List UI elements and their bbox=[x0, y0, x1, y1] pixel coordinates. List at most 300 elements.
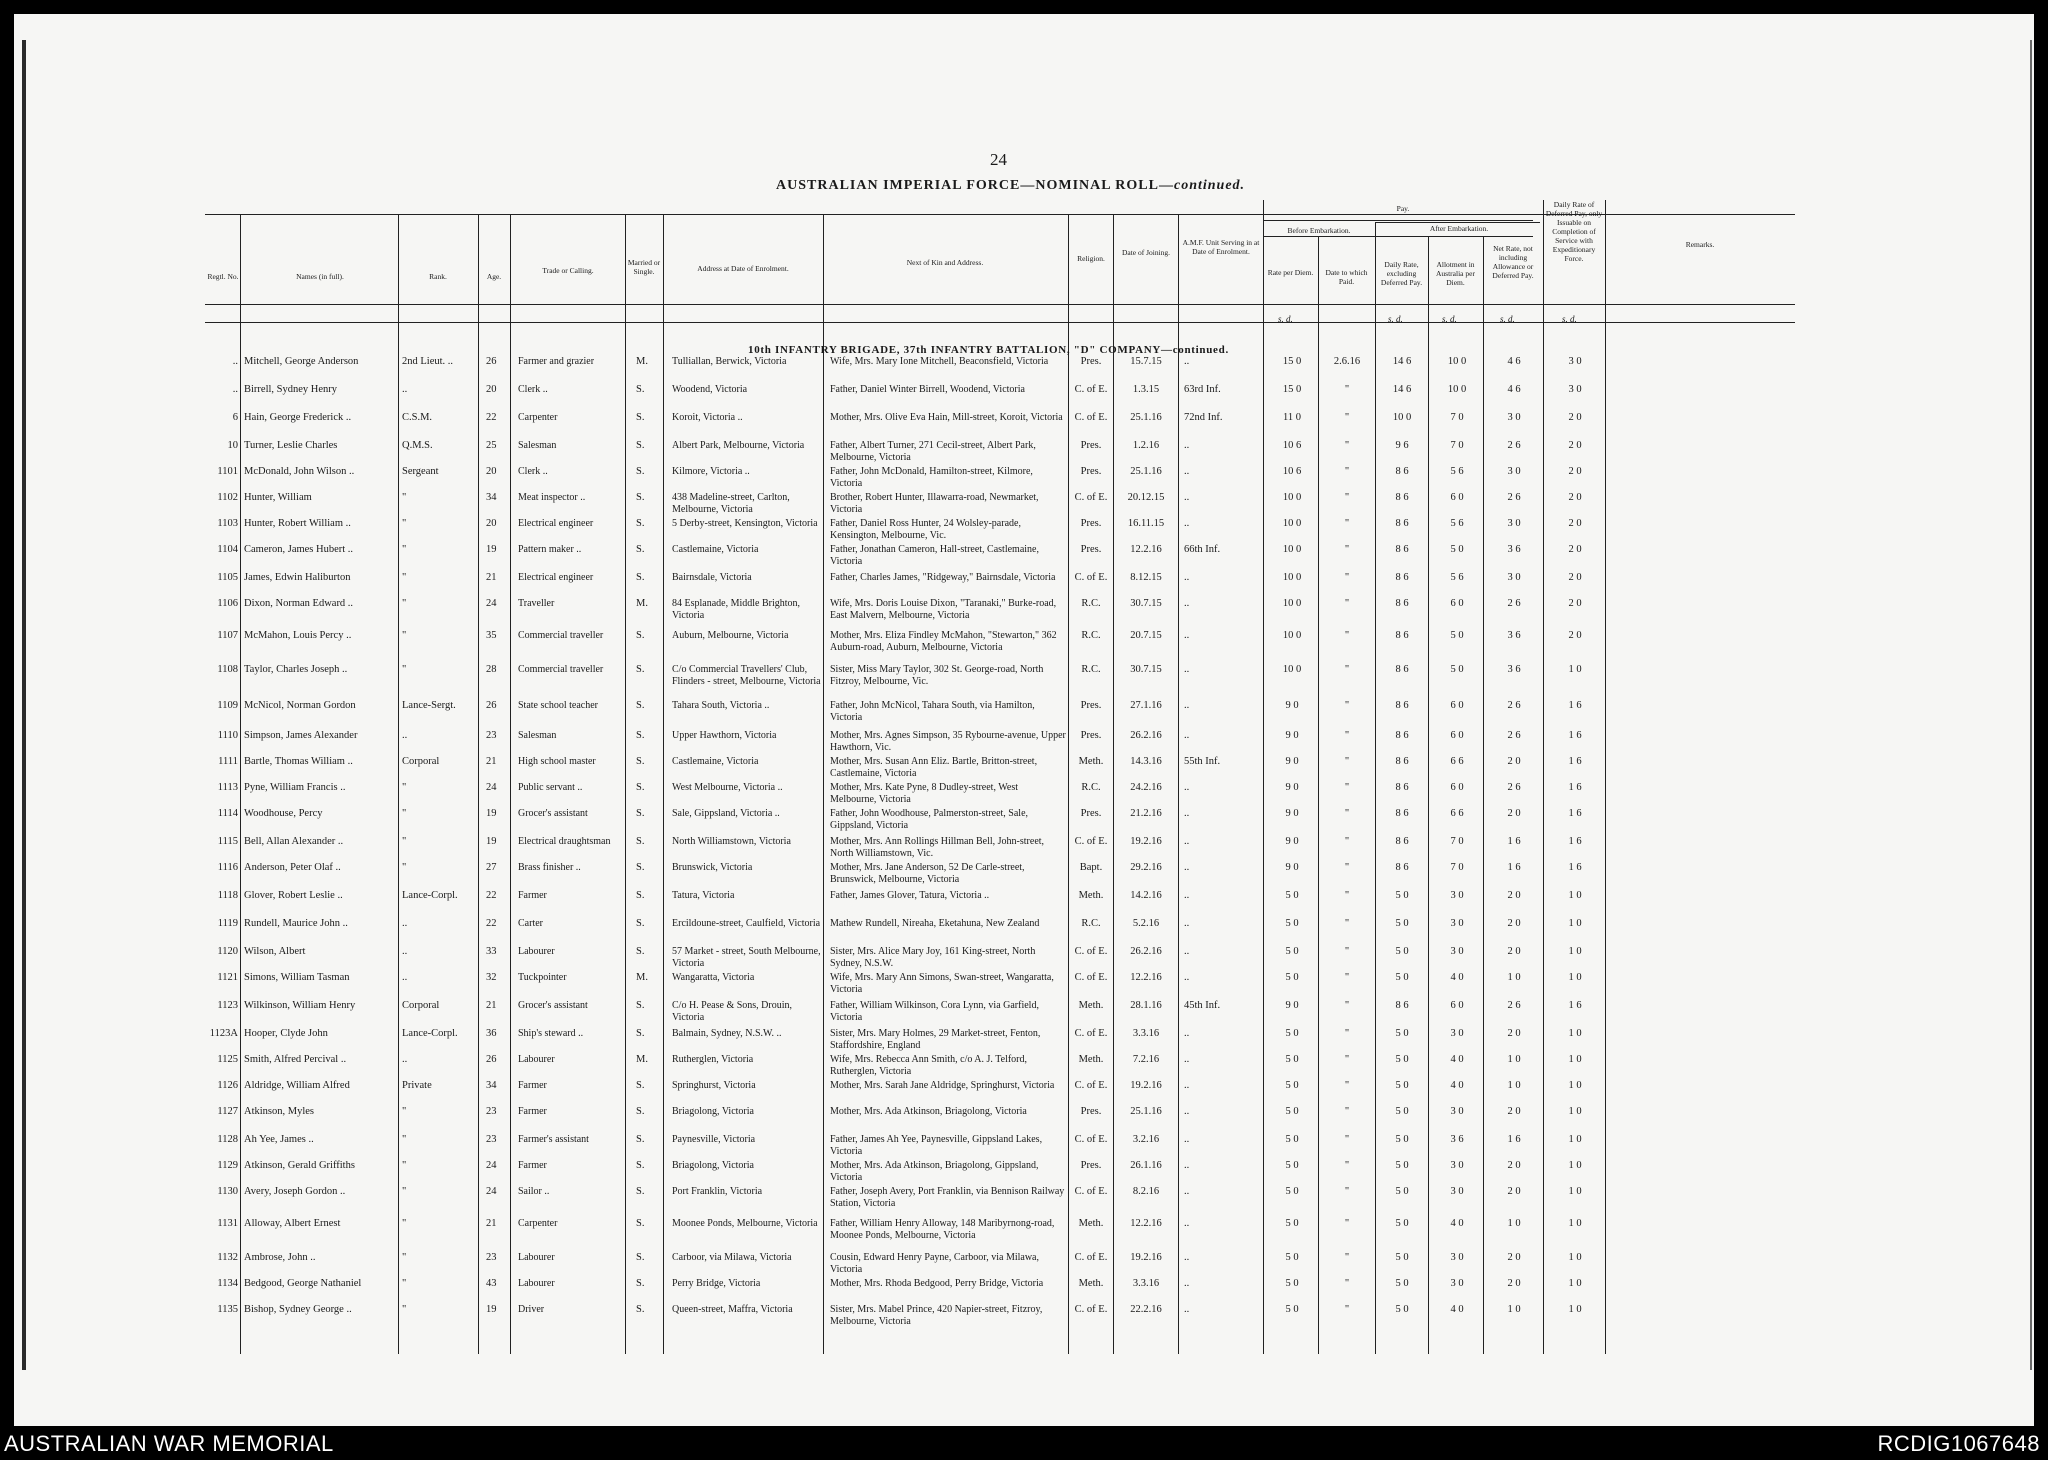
cell-address: Ercildoune-street, Caulfield, Victoria bbox=[672, 918, 821, 929]
cell-daily-rate: 8 6 bbox=[1395, 756, 1409, 767]
cell-net-rate: 2 6 bbox=[1507, 700, 1521, 711]
cell-next-of-kin: Cousin, Edward Henry Payne, Carboor, via Milawa, Victoria bbox=[830, 1252, 1039, 1275]
cell-rank: " bbox=[402, 1252, 407, 1263]
cell-allotment: 5 6 bbox=[1450, 518, 1464, 529]
cell-daily-rate: 5 0 bbox=[1395, 1218, 1409, 1229]
cell-allotment: 6 6 bbox=[1450, 808, 1464, 819]
unit-label: s. d. bbox=[1278, 314, 1293, 324]
cell-soldier-name: Avery, Joseph Gordon .. bbox=[244, 1186, 346, 1197]
cell-religion: Pres. bbox=[1080, 1160, 1102, 1171]
cell-daily-rate: 8 6 bbox=[1395, 1000, 1409, 1011]
cell-rank: " bbox=[402, 518, 407, 529]
cell-address: Perry Bridge, Victoria bbox=[672, 1278, 761, 1289]
cell-religion: R.C. bbox=[1081, 918, 1101, 929]
cell-regtl-no: 1116 bbox=[217, 862, 238, 873]
cell-date-paid: " bbox=[1344, 412, 1350, 423]
cell-rate-per-diem: 5 0 bbox=[1285, 1106, 1299, 1117]
cell-soldier-name: Ambrose, John .. bbox=[244, 1252, 316, 1263]
cell-next-of-kin: Mother, Mrs. Kate Pyne, 8 Dudley-street, West Melbourne, Victoria bbox=[830, 782, 1019, 805]
cell-rank: Corporal bbox=[402, 1000, 440, 1011]
cell-age: 23 bbox=[486, 730, 497, 741]
cell-deferred-rate: 2 0 bbox=[1568, 492, 1582, 503]
cell-rate-per-diem: 5 0 bbox=[1285, 1278, 1299, 1289]
cell-daily-rate: 9 6 bbox=[1395, 440, 1409, 451]
cell-rate-per-diem: 5 0 bbox=[1285, 946, 1299, 957]
header-bottom-rule bbox=[205, 304, 1795, 305]
cell-trade: Pattern maker .. bbox=[518, 544, 582, 555]
cell-date-paid: " bbox=[1344, 1186, 1350, 1197]
cell-soldier-name: Rundell, Maurice John .. bbox=[244, 918, 348, 929]
cell-rate-per-diem: 10 0 bbox=[1282, 492, 1302, 503]
cell-deferred-rate: 3 0 bbox=[1568, 356, 1582, 367]
cell-soldier-name: Turner, Leslie Charles bbox=[244, 440, 338, 451]
cell-age: 19 bbox=[486, 544, 497, 555]
cell-trade: Ship's steward .. bbox=[518, 1028, 584, 1039]
header-daily-rate: Daily Rate, excluding Deferred Pay. bbox=[1380, 260, 1423, 287]
cell-address: Briagolong, Victoria bbox=[672, 1160, 754, 1171]
cell-net-rate: 3 0 bbox=[1507, 466, 1521, 477]
cell-trade: Electrical draughtsman bbox=[518, 836, 611, 847]
cell-rate-per-diem: 5 0 bbox=[1285, 890, 1299, 901]
cell-address: Tahara South, Victoria .. bbox=[672, 700, 770, 711]
cell-trade: Traveller bbox=[518, 598, 555, 609]
cell-date-joining: 30.7.15 bbox=[1130, 598, 1162, 609]
cell-amf-unit: .. bbox=[1184, 862, 1190, 873]
cell-allotment: 4 0 bbox=[1450, 1054, 1464, 1065]
cell-amf-unit: .. bbox=[1184, 1134, 1190, 1145]
cell-allotment: 5 0 bbox=[1450, 544, 1464, 555]
cell-address: 57 Market - street, South Melbourne, Victoria bbox=[672, 946, 821, 969]
cell-amf-unit: .. bbox=[1184, 664, 1190, 675]
cell-marital-status: S. bbox=[636, 836, 645, 847]
cell-next-of-kin: Father, Charles James, "Ridgeway," Bairnsdale, Victoria bbox=[830, 572, 1056, 583]
cell-date-joining: 26.1.16 bbox=[1130, 1160, 1162, 1171]
cell-rank: " bbox=[402, 630, 407, 641]
header-after-embarkation: After Embarkation. bbox=[1429, 224, 1489, 233]
cell-marital-status: S. bbox=[636, 1186, 645, 1197]
cell-religion: Pres. bbox=[1080, 808, 1102, 819]
cell-deferred-rate: 3 0 bbox=[1568, 384, 1582, 395]
footer-bar bbox=[0, 1428, 2048, 1460]
cell-daily-rate: 5 0 bbox=[1395, 1186, 1409, 1197]
cell-religion: Bapt. bbox=[1079, 862, 1103, 873]
cell-net-rate: 2 0 bbox=[1507, 1252, 1521, 1263]
cell-rank: " bbox=[402, 1106, 407, 1117]
cell-deferred-rate: 2 0 bbox=[1568, 544, 1582, 555]
cell-deferred-rate: 2 0 bbox=[1568, 598, 1582, 609]
cell-allotment: 6 6 bbox=[1450, 756, 1464, 767]
cell-date-paid: " bbox=[1344, 1134, 1350, 1145]
header-name: Names (in full). bbox=[296, 272, 344, 281]
cell-address: Rutherglen, Victoria bbox=[672, 1054, 754, 1065]
cell-amf-unit: .. bbox=[1184, 1160, 1190, 1171]
cell-date-paid: " bbox=[1344, 1000, 1350, 1011]
cell-next-of-kin: Father, William Wilkinson, Cora Lynn, via Garfield, Victoria bbox=[830, 1000, 1039, 1023]
cell-net-rate: 2 0 bbox=[1507, 890, 1521, 901]
cell-religion: R.C. bbox=[1081, 782, 1101, 793]
cell-rate-per-diem: 9 0 bbox=[1285, 862, 1299, 873]
cell-net-rate: 2 0 bbox=[1507, 1106, 1521, 1117]
cell-allotment: 10 0 bbox=[1447, 384, 1467, 395]
cell-trade: Carpenter bbox=[518, 412, 558, 423]
cell-trade: Grocer's assistant bbox=[518, 1000, 588, 1011]
cell-trade: Tuckpointer bbox=[518, 972, 567, 983]
col-divider bbox=[625, 214, 626, 1354]
cell-date-joining: 26.2.16 bbox=[1130, 730, 1162, 741]
cell-next-of-kin: Father, James Glover, Tatura, Victoria .. bbox=[830, 890, 990, 901]
cell-daily-rate: 5 0 bbox=[1395, 1054, 1409, 1065]
cell-regtl-no: 1105 bbox=[217, 572, 238, 583]
cell-address: Moonee Ponds, Melbourne, Victoria bbox=[672, 1218, 818, 1229]
cell-rate-per-diem: 9 0 bbox=[1285, 808, 1299, 819]
cell-age: 19 bbox=[486, 1304, 497, 1315]
cell-address: Auburn, Melbourne, Victoria bbox=[672, 630, 789, 641]
cell-net-rate: 4 6 bbox=[1507, 356, 1521, 367]
cell-marital-status: S. bbox=[636, 1080, 645, 1091]
cell-amf-unit: .. bbox=[1184, 1054, 1190, 1065]
cell-date-joining: 29.2.16 bbox=[1130, 862, 1162, 873]
cell-regtl-no: 1125 bbox=[217, 1054, 238, 1065]
cell-religion: C. of E. bbox=[1074, 492, 1108, 503]
cell-date-joining: 19.2.16 bbox=[1130, 836, 1162, 847]
cell-amf-unit: .. bbox=[1184, 630, 1190, 641]
cell-rank: " bbox=[402, 1160, 407, 1171]
cell-rate-per-diem: 9 0 bbox=[1285, 782, 1299, 793]
cell-daily-rate: 8 6 bbox=[1395, 862, 1409, 873]
cell-deferred-rate: 1 0 bbox=[1568, 1134, 1582, 1145]
cell-rank: " bbox=[402, 664, 407, 675]
cell-trade: Commercial traveller bbox=[518, 630, 604, 641]
cell-allotment: 3 0 bbox=[1450, 946, 1464, 957]
cell-daily-rate: 5 0 bbox=[1395, 918, 1409, 929]
cell-next-of-kin: Mother, Mrs. Sarah Jane Aldridge, Springhurst, Victoria bbox=[830, 1080, 1055, 1091]
cell-net-rate: 1 0 bbox=[1507, 1304, 1521, 1315]
after-rule bbox=[1375, 222, 1540, 223]
cell-trade: Driver bbox=[518, 1304, 545, 1315]
cell-marital-status: S. bbox=[636, 572, 645, 583]
cell-amf-unit: .. bbox=[1184, 1106, 1190, 1117]
cell-marital-status: S. bbox=[636, 756, 645, 767]
unit-label: s. d. bbox=[1388, 314, 1403, 324]
cell-age: 23 bbox=[486, 1134, 497, 1145]
cell-net-rate: 3 6 bbox=[1507, 544, 1521, 555]
cell-allotment: 10 0 bbox=[1447, 356, 1467, 367]
cell-rate-per-diem: 10 0 bbox=[1282, 630, 1302, 641]
col-divider bbox=[663, 214, 664, 1354]
cell-age: 33 bbox=[486, 946, 497, 957]
cell-amf-unit: .. bbox=[1184, 1304, 1190, 1315]
cell-trade: Grocer's assistant bbox=[518, 808, 588, 819]
cell-next-of-kin: Sister, Mrs. Mabel Prince, 420 Napier-street, Fitzroy, Melbourne, Victoria bbox=[830, 1304, 1043, 1327]
cell-rank: " bbox=[402, 1278, 407, 1289]
cell-rate-per-diem: 5 0 bbox=[1285, 1218, 1299, 1229]
cell-regtl-no: 6 bbox=[232, 412, 238, 423]
cell-rate-per-diem: 5 0 bbox=[1285, 1080, 1299, 1091]
cell-allotment: 7 0 bbox=[1450, 440, 1464, 451]
cell-rank: .. bbox=[402, 730, 408, 741]
cell-deferred-rate: 1 6 bbox=[1568, 730, 1582, 741]
page-number: 24 bbox=[990, 150, 1007, 169]
cell-net-rate: 3 0 bbox=[1507, 518, 1521, 529]
cell-next-of-kin: Sister, Miss Mary Taylor, 302 St. George-road, North Fitzroy, Melbourne, Vic. bbox=[830, 664, 1044, 687]
cell-allotment: 7 0 bbox=[1450, 862, 1464, 873]
cell-deferred-rate: 1 0 bbox=[1568, 972, 1582, 983]
cell-daily-rate: 14 6 bbox=[1392, 384, 1412, 395]
cell-next-of-kin: Mathew Rundell, Nireaha, Eketahuna, New Zealand bbox=[830, 918, 1040, 929]
cell-address: West Melbourne, Victoria .. bbox=[672, 782, 783, 793]
cell-marital-status: M. bbox=[636, 1054, 648, 1065]
cell-net-rate: 3 6 bbox=[1507, 630, 1521, 641]
unit-label: s. d. bbox=[1500, 314, 1515, 324]
cell-regtl-no: .. bbox=[232, 384, 238, 395]
cell-date-joining: 19.2.16 bbox=[1130, 1252, 1162, 1263]
cell-religion: R.C. bbox=[1081, 598, 1101, 609]
cell-rate-per-diem: 9 0 bbox=[1285, 836, 1299, 847]
cell-date-joining: 12.2.16 bbox=[1130, 544, 1162, 555]
cell-deferred-rate: 1 0 bbox=[1568, 1160, 1582, 1171]
cell-net-rate: 3 0 bbox=[1507, 412, 1521, 423]
header-married: Married or Single. bbox=[627, 258, 661, 276]
cell-soldier-name: Woodhouse, Percy bbox=[244, 808, 323, 819]
cell-daily-rate: 8 6 bbox=[1395, 572, 1409, 583]
cell-trade: Labourer bbox=[518, 946, 555, 957]
cell-date-joining: 12.2.16 bbox=[1130, 1218, 1162, 1229]
cell-daily-rate: 8 6 bbox=[1395, 782, 1409, 793]
cell-rank: Private bbox=[402, 1080, 432, 1091]
cell-date-paid: 2.6.16 bbox=[1333, 356, 1361, 367]
cell-net-rate: 2 6 bbox=[1507, 598, 1521, 609]
unit-label: s. d. bbox=[1442, 314, 1457, 324]
cell-date-joining: 14.2.16 bbox=[1130, 890, 1162, 901]
cell-rate-per-diem: 5 0 bbox=[1285, 972, 1299, 983]
cell-soldier-name: Wilson, Albert bbox=[244, 946, 306, 957]
cell-rate-per-diem: 5 0 bbox=[1285, 1304, 1299, 1315]
cell-regtl-no: 1101 bbox=[217, 466, 238, 477]
cell-regtl-no: 1121 bbox=[217, 972, 238, 983]
cell-daily-rate: 5 0 bbox=[1395, 1028, 1409, 1039]
cell-age: 22 bbox=[486, 918, 497, 929]
cell-net-rate: 3 6 bbox=[1507, 664, 1521, 675]
cell-address: Carboor, via Milawa, Victoria bbox=[672, 1252, 792, 1263]
cell-date-joining: 16.11.15 bbox=[1127, 518, 1165, 529]
cell-next-of-kin: Mother, Mrs. Agnes Simpson, 35 Rybourne-avenue, Upper Hawthorn, Vic. bbox=[830, 730, 1066, 753]
cell-rank: " bbox=[402, 808, 407, 819]
cell-amf-unit: .. bbox=[1184, 918, 1190, 929]
cell-age: 34 bbox=[486, 492, 497, 503]
cell-trade: Farmer bbox=[518, 1106, 547, 1117]
cell-regtl-no: 1129 bbox=[217, 1160, 238, 1171]
cell-rate-per-diem: 9 0 bbox=[1285, 1000, 1299, 1011]
cell-age: 20 bbox=[486, 466, 497, 477]
cell-rank: " bbox=[402, 782, 407, 793]
cell-date-paid: " bbox=[1344, 544, 1350, 555]
cell-trade: Sailor .. bbox=[518, 1186, 550, 1197]
cell-allotment: 6 0 bbox=[1450, 700, 1464, 711]
cell-marital-status: S. bbox=[636, 918, 645, 929]
cell-soldier-name: Aldridge, William Alfred bbox=[244, 1080, 350, 1091]
header-deferred: Daily Rate of Deferred Pay, only Issuable on Completion of Service with Expeditionary Force. bbox=[1545, 200, 1603, 263]
cell-rank: " bbox=[402, 572, 407, 583]
pay-rule bbox=[1263, 220, 1533, 221]
cell-religion: R.C. bbox=[1081, 664, 1101, 675]
cell-next-of-kin: Father, Joseph Avery, Port Franklin, via Bennison Railway Station, Victoria bbox=[830, 1186, 1065, 1209]
cell-soldier-name: Mitchell, George Anderson bbox=[244, 356, 359, 367]
cell-allotment: 7 0 bbox=[1450, 412, 1464, 423]
cell-next-of-kin: Mother, Mrs. Eliza Findley McMahon, "Stewarton," 362 Auburn-road, Auburn, Melbourne, Victoria bbox=[830, 630, 1057, 653]
cell-allotment: 5 6 bbox=[1450, 466, 1464, 477]
cell-rank: Corporal bbox=[402, 756, 440, 767]
cell-regtl-no: 1110 bbox=[217, 730, 238, 741]
cell-religion: C. of E. bbox=[1074, 1186, 1108, 1197]
cell-net-rate: 1 0 bbox=[1507, 1054, 1521, 1065]
cell-marital-status: S. bbox=[636, 1252, 645, 1263]
cell-religion: C. of E. bbox=[1074, 1134, 1108, 1145]
cell-regtl-no: 1131 bbox=[217, 1218, 238, 1229]
cell-deferred-rate: 2 0 bbox=[1568, 440, 1582, 451]
cell-marital-status: S. bbox=[636, 1028, 645, 1039]
cell-rank: " bbox=[402, 836, 407, 847]
cell-address: Brunswick, Victoria bbox=[672, 862, 753, 873]
cell-religion: Meth. bbox=[1078, 1218, 1104, 1229]
cell-next-of-kin: Sister, Mrs. Mary Holmes, 29 Market-street, Fenton, Staffordshire, England bbox=[830, 1028, 1041, 1051]
cell-marital-status: S. bbox=[636, 946, 645, 957]
cell-net-rate: 2 0 bbox=[1507, 808, 1521, 819]
cell-rank: " bbox=[402, 1304, 407, 1315]
cell-marital-status: S. bbox=[636, 1134, 645, 1145]
cell-soldier-name: Cameron, James Hubert .. bbox=[244, 544, 354, 555]
col-divider bbox=[478, 214, 479, 1354]
cell-net-rate: 2 0 bbox=[1507, 1160, 1521, 1171]
cell-daily-rate: 8 6 bbox=[1395, 544, 1409, 555]
cell-allotment: 6 0 bbox=[1450, 1000, 1464, 1011]
col-divider bbox=[1113, 214, 1114, 1354]
cell-net-rate: 4 6 bbox=[1507, 384, 1521, 395]
cell-age: 20 bbox=[486, 518, 497, 529]
cell-date-paid: " bbox=[1344, 972, 1350, 983]
cell-next-of-kin: Mother, Mrs. Rhoda Bedgood, Perry Bridge, Victoria bbox=[830, 1278, 1044, 1289]
cell-marital-status: S. bbox=[636, 1106, 645, 1117]
cell-soldier-name: Glover, Robert Leslie .. bbox=[244, 890, 343, 901]
cell-soldier-name: Bell, Allan Alexander .. bbox=[244, 836, 344, 847]
cell-date-joining: 3.3.16 bbox=[1132, 1028, 1160, 1039]
cell-deferred-rate: 1 0 bbox=[1568, 1186, 1582, 1197]
col-divider bbox=[1068, 214, 1069, 1354]
cell-deferred-rate: 1 6 bbox=[1568, 1000, 1582, 1011]
cell-rate-per-diem: 5 0 bbox=[1285, 1054, 1299, 1065]
cell-date-joining: 24.2.16 bbox=[1130, 782, 1162, 793]
cell-soldier-name: Bartle, Thomas William .. bbox=[244, 756, 353, 767]
cell-date-joining: 25.1.16 bbox=[1130, 1106, 1162, 1117]
cell-deferred-rate: 1 0 bbox=[1568, 1054, 1582, 1065]
cell-amf-unit: 55th Inf. bbox=[1184, 756, 1221, 767]
cell-soldier-name: Simpson, James Alexander bbox=[244, 730, 358, 741]
cell-soldier-name: Hunter, William bbox=[244, 492, 312, 503]
cell-deferred-rate: 2 0 bbox=[1568, 518, 1582, 529]
cell-next-of-kin: Father, Jonathan Cameron, Hall-street, Castlemaine, Victoria bbox=[830, 544, 1039, 567]
cell-amf-unit: .. bbox=[1184, 518, 1190, 529]
cell-net-rate: 3 0 bbox=[1507, 572, 1521, 583]
cell-address: Sale, Gippsland, Victoria .. bbox=[672, 808, 780, 819]
cell-net-rate: 2 0 bbox=[1507, 946, 1521, 957]
cell-daily-rate: 5 0 bbox=[1395, 1134, 1409, 1145]
cell-allotment: 6 0 bbox=[1450, 492, 1464, 503]
cell-religion: C. of E. bbox=[1074, 412, 1108, 423]
cell-trade: Brass finisher .. bbox=[518, 862, 581, 873]
cell-age: 28 bbox=[486, 664, 497, 675]
cell-date-joining: 22.2.16 bbox=[1130, 1304, 1162, 1315]
col-divider bbox=[1428, 236, 1429, 1354]
cell-date-joining: 20.7.15 bbox=[1130, 630, 1162, 641]
cell-rank: " bbox=[402, 492, 407, 503]
cell-trade: Carter bbox=[518, 918, 543, 929]
cell-net-rate: 2 0 bbox=[1507, 1028, 1521, 1039]
cell-marital-status: S. bbox=[636, 700, 645, 711]
cell-daily-rate: 5 0 bbox=[1395, 1304, 1409, 1315]
cell-rank: " bbox=[402, 544, 407, 555]
cell-marital-status: S. bbox=[636, 890, 645, 901]
cell-marital-status: S. bbox=[636, 730, 645, 741]
cell-date-joining: 12.2.16 bbox=[1130, 972, 1162, 983]
cell-address: Koroit, Victoria .. bbox=[672, 412, 743, 423]
cell-marital-status: S. bbox=[636, 492, 645, 503]
cell-date-joining: 1.2.16 bbox=[1132, 440, 1160, 451]
header-address: Address at Date of Enrolment. bbox=[697, 264, 789, 273]
cell-marital-status: S. bbox=[636, 518, 645, 529]
cell-soldier-name: Alloway, Albert Ernest bbox=[244, 1218, 341, 1229]
cell-age: 21 bbox=[486, 1000, 497, 1011]
col-divider bbox=[1318, 236, 1319, 1354]
cell-regtl-no: 10 bbox=[227, 440, 238, 451]
cell-next-of-kin: Mother, Mrs. Susan Ann Eliz. Bartle, Britton-street, Castlemaine, Victoria bbox=[830, 756, 1038, 779]
cell-trade: Clerk .. bbox=[518, 466, 548, 477]
unit-label: s. d. bbox=[1562, 314, 1577, 324]
cell-marital-status: S. bbox=[636, 1160, 645, 1171]
cell-rate-per-diem: 10 0 bbox=[1282, 664, 1302, 675]
cell-marital-status: S. bbox=[636, 544, 645, 555]
cell-religion: Pres. bbox=[1080, 1106, 1102, 1117]
cell-marital-status: M. bbox=[636, 972, 648, 983]
cell-rank: " bbox=[402, 1134, 407, 1145]
cell-amf-unit: .. bbox=[1184, 1080, 1190, 1091]
cell-allotment: 3 0 bbox=[1450, 1186, 1464, 1197]
cell-amf-unit: .. bbox=[1184, 1186, 1190, 1197]
cell-marital-status: S. bbox=[636, 1000, 645, 1011]
cell-rate-per-diem: 10 6 bbox=[1282, 440, 1302, 451]
cell-religion: C. of E. bbox=[1074, 836, 1108, 847]
cell-date-joining: 27.1.16 bbox=[1130, 700, 1162, 711]
cell-date-joining: 3.3.16 bbox=[1132, 1278, 1160, 1289]
cell-soldier-name: McDonald, John Wilson .. bbox=[244, 466, 355, 477]
cell-rate-per-diem: 15 0 bbox=[1282, 384, 1302, 395]
cell-allotment: 6 0 bbox=[1450, 730, 1464, 741]
cell-allotment: 5 0 bbox=[1450, 630, 1464, 641]
cell-next-of-kin: Mother, Mrs. Ada Atkinson, Briagolong, Victoria bbox=[830, 1106, 1027, 1117]
cell-rank: Lance-Sergt. bbox=[402, 700, 456, 711]
cell-address: Castlemaine, Victoria bbox=[672, 756, 759, 767]
cell-daily-rate: 5 0 bbox=[1395, 946, 1409, 957]
cell-soldier-name: Birrell, Sydney Henry bbox=[244, 384, 338, 395]
cell-religion: Pres. bbox=[1080, 518, 1102, 529]
header-next-of-kin: Next of Kin and Address. bbox=[906, 258, 984, 267]
header-age: Age. bbox=[486, 272, 502, 281]
cell-net-rate: 2 6 bbox=[1507, 1000, 1521, 1011]
cell-age: 26 bbox=[486, 1054, 497, 1065]
cell-trade: Electrical engineer bbox=[518, 518, 594, 529]
cell-religion: Meth. bbox=[1078, 756, 1104, 767]
cell-address: C/o Commercial Travellers' Club, Flinders - street, Melbourne, Victoria bbox=[672, 664, 821, 687]
cell-address: North Williamstown, Victoria bbox=[672, 836, 791, 847]
cell-regtl-no: 1123A bbox=[209, 1028, 238, 1039]
